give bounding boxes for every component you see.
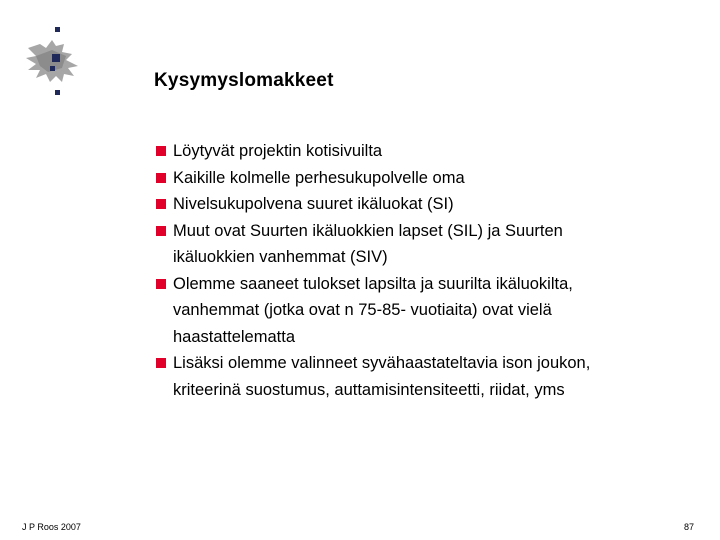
bullet-text: Muut ovat Suurten ikäluokkien lapset (SIL) ja Suurten — [173, 221, 563, 240]
bullet-text: Löytyvät projektin kotisivuilta — [173, 142, 383, 160]
bullet-text: Olemme saaneet tulokset lapsilta ja suurilta ikäluokilta, — [173, 274, 573, 293]
footer-author: J P Roos 2007 — [22, 522, 81, 532]
bullet-text: kriteerinä suostumus, auttamisintensiteetti, riidat, yms — [173, 380, 565, 399]
bullet-marker-icon — [156, 358, 166, 368]
slide-title: Kysymyslomakkeet — [154, 70, 334, 91]
bullet-text: Lisäksi olemme valinneet syvähaastateltavia ison joukon, — [173, 354, 591, 372]
bullet-marker-icon — [156, 146, 166, 156]
bullet-item — [154, 271, 694, 351]
bullet-text: Kaikille kolmelle perhesukupolvelle oma — [173, 168, 465, 187]
bullet-text: ikäluokkien vanhemmat (SIV) — [173, 248, 388, 266]
bullet-text: haastattelematta — [173, 327, 295, 346]
bullet-list — [154, 138, 694, 403]
bullet-marker-icon — [156, 279, 166, 289]
bullet-item — [154, 138, 694, 165]
bullet-marker-icon — [156, 226, 166, 236]
bullet-text: Nivelsukupolvena suuret ikäluokat (SI) — [173, 195, 454, 213]
bullet-item — [154, 165, 694, 192]
university-logo-icon — [22, 26, 88, 96]
page-number: 87 — [683, 522, 694, 532]
bullet-marker-icon — [156, 199, 166, 209]
bullet-item — [154, 191, 694, 218]
bullet-item — [154, 350, 694, 403]
bullet-text: vanhemmat (jotka ovat n 75-85- vuotiaita) ovat vielä — [173, 301, 552, 319]
bullet-item — [154, 218, 694, 271]
bullet-marker-icon — [156, 173, 166, 183]
